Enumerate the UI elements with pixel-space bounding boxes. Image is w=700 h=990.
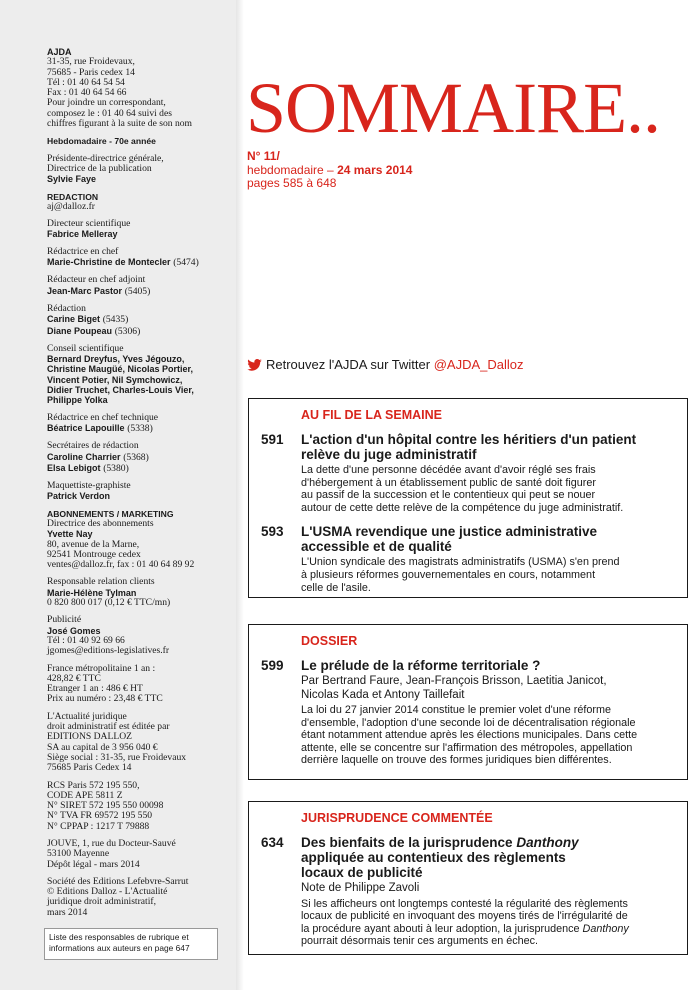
registration-line: CODE APE 5811 Z [47,789,123,801]
section-box-jurisprudence-commentee [248,801,688,955]
secretary-name: Elsa Lebigot [47,462,101,473]
copyright-line: © Editions Dalloz - L'Actualité [47,886,168,898]
director-name: Sylvie Faye [47,174,97,185]
copyright-line: mars 2014 [47,906,88,918]
summary-line: derrière laquelle on trouve des formes juridiques bien différentes. [301,754,612,767]
section-heading: JURISPRUDENCE COMMENTÉE [301,811,493,825]
publisher-address-line: 75685 - Paris cedex 14 [47,66,135,78]
summary-line: attente, elle se concentre sur l'affirmation des métropoles, appellation [301,741,633,754]
author-line: Nicolas Kada et Antony Taillefait [301,688,465,701]
staff-ext: (5435) [102,314,129,326]
entry-authors [301,675,675,702]
redaction-heading: REDACTION [47,191,99,202]
board-members-line: Christine Maugüé, Nicolas Portier, [47,364,194,375]
toc-entry[interactable] [261,524,675,594]
subscriptions-address-line: 80, avenue de la Marne, [47,538,140,550]
page-number: 634 [261,835,284,850]
director-role: Directrice de la publication [47,162,152,174]
summary-line: la procédure ayant abouti à leur adoption, la jurisprudence Danthony [301,922,629,935]
technical-editor-role: Rédactrice en chef technique [47,411,159,423]
scientific-director-role: Directeur scientifique [47,218,131,230]
staff-ext: (5306) [114,325,141,337]
company-line: EDITIONS DALLOZ [47,731,132,743]
registration-line: N° SIRET 572 195 550 00098 [47,800,164,812]
price-line: Etranger 1 an : 486 € HT [47,683,143,695]
publisher-note-line: Pour joindre un correspondant, [47,97,166,109]
entry-authors [301,882,675,896]
entry-summary [301,464,675,514]
price-line: 428,82 € TTC [47,672,101,684]
printer-line: 53100 Mayenne [47,848,110,860]
deputy-editor-name: Jean-Marc Pastor [47,285,123,296]
entry-summary [301,556,675,594]
entry-summary [301,704,675,767]
summary-line: à plusieurs réformes gouvernementales en cours, notamment [301,568,596,581]
publisher-fax: Fax : 01 40 64 54 66 [47,87,127,99]
issue-info [247,150,412,191]
secretary-ext: (5368) [123,451,149,463]
subscriptions-role: Directrice des abonnements [47,517,154,529]
summary-line: autour de cette dette relève de la compétence du juge administratif. [301,501,624,514]
summary-line: d'ensemble, l'adoption d'une seconde loi de décentralisation régionale [301,716,636,729]
summary-line: au passif de la succession et le contentieux qui peut se nouer [301,489,596,502]
client-relations-name: Marie-Hélène Tylman [47,587,137,598]
entry-title [301,658,675,673]
toc-entry[interactable] [261,658,675,767]
summary-line: pourrait désormais tenir ces arguments en échec. [301,935,539,948]
twitter-text: Retrouvez l'AJDA sur Twitter [266,357,431,372]
printer-line: JOUVE, 1, rue du Docteur-Sauvé [47,838,176,849]
title-line: appliquée au contentieux des règlements [301,850,566,865]
copyright-line: Société des Editions Lefebvre-Sarrut [47,875,189,887]
redaction-email: aj@dalloz.fr [47,200,95,212]
technical-editor-ext: (5338) [127,422,153,434]
summary-line: celle de l'asile. [301,581,371,594]
entry-summary [301,898,675,948]
registration-line: RCS Paris 572 195 550, [47,779,140,791]
secretary-name: Caroline Charrier [47,451,121,462]
price-line: France métropolitaine 1 an : [47,662,156,674]
publisher-address-line: 31-35, rue Froidevaux, [47,56,135,68]
editor-role: Rédactrice en chef [47,245,119,257]
subscriptions-block [47,509,228,571]
board-members-line: Didier Truchet, Charles-Louis Vier, [47,385,194,396]
scientific-director-name: Fabrice Melleray [47,229,118,240]
board-members-line: Philippe Yolka [47,395,108,406]
deputy-editor-role: Rédacteur en chef adjoint [47,274,146,286]
client-relations-phone: 0 820 800 017 (0,12 € TTC/mn) [47,597,171,609]
section-box-au-fil-de-la-semaine [248,398,688,598]
note-line: informations aux auteurs en page 647 [49,942,190,953]
redaction-staff-role: Rédaction [47,302,86,314]
publisher-block [47,47,228,129]
summary-line: La loi du 27 janvier 2014 constitue le premier volet d'une réforme [301,704,611,716]
board-members-line: Bernard Dreyfus, Yves Jégouzo, [47,354,185,365]
entry-title [301,524,675,554]
copyright-line: juridique droit administratif, [47,896,156,908]
staff-name: Carine Biget [47,314,101,325]
deputy-editor-ext: (5405) [124,285,151,297]
summary-line: L'Union syndicale des magistrats administratifs (USMA) s'en prend [301,556,620,569]
twitter-bird-icon [247,359,262,374]
toc-entry[interactable] [261,432,675,514]
entry-title [301,835,675,880]
page-number: 599 [261,658,284,673]
layout-artist-name: Patrick Verdon [47,491,111,502]
editor-name: Marie-Christine de Montecler [47,257,171,268]
staff-name: Diane Poupeau [47,325,113,336]
entry-title [301,432,675,462]
title-line: L'action d'un hôpital contre les héritiers d'un patient [301,432,637,447]
advertising-role: Publicité [47,614,82,626]
section-heading: DOSSIER [301,634,358,648]
summary-line: Si les afficheurs ont longtemps contesté la régularité des règlements [301,897,628,910]
author-line: Par Bertrand Faure, Jean-François Brisson, Laetitia Janicot, [301,675,607,687]
twitter-promo [247,357,523,374]
redaction-block [47,192,228,213]
frequency-label: Hebdomadaire - 70e année [47,136,156,147]
summary-line: étant notamment attendue après les élections municipales. Dans cette [301,729,638,742]
toc-entry[interactable] [261,835,675,948]
page-title: SOMMAIRE.. [246,68,661,148]
contributors-note-box [44,928,218,960]
publisher-note-line: composez le : 01 40 64 suivi des [47,107,172,119]
secretary-ext: (5380) [103,462,129,474]
company-line: 75685 Paris Cedex 14 [47,762,132,774]
scientific-board-role: Conseil scientifique [47,342,124,354]
secretaries-role: Secrétaires de rédaction [47,440,139,452]
title-line: locaux de publicité [301,865,423,880]
title-line: Des bienfaits de la jurisprudence Danthony [301,835,579,850]
summary-line: La dette d'une personne décédée avant d'avoir réglé ses frais [301,464,596,476]
title-line: L'USMA revendique une justice administrative [301,524,598,540]
section-box-dossier [248,624,688,780]
subscriptions-name: Yvette Nay [47,529,93,540]
advertising-email: jgomes@editions-legislatives.fr [47,645,170,657]
advertising-tel: Tél : 01 40 92 69 66 [47,634,125,646]
issue-frequency: hebdomadaire – [247,162,334,177]
technical-editor-name: Béatrice Lapouille [47,422,125,433]
publisher-tel: Tél : 01 40 64 54 54 [47,76,125,88]
title-line: accessible et de qualité [301,539,452,555]
summary-line: locaux de publicité en invoquant des moyens tirés de l'irrégularité de [301,910,628,923]
editor-ext: (5474) [173,257,199,269]
page-number: 591 [261,432,284,447]
subscriptions-address-line: 92541 Montrouge cedex [47,548,141,560]
printer-line: Dépôt légal - mars 2014 [47,858,140,870]
title-line: relève du juge administratif [301,447,477,462]
company-line: L'Actualité juridique [47,710,127,722]
summary-line: d'hébergement à un établissement public de santé doit figurer [301,476,596,489]
page-number: 593 [261,524,284,540]
registration-line: N° CPPAP : 1217 T 79888 [47,820,150,832]
subscriptions-contact: ventes@dalloz.fr, fax : 01 40 64 89 92 [47,559,195,571]
client-relations-role: Responsable relation clients [47,576,155,588]
colophon-sidebar [0,0,236,990]
note-line: Liste des responsables de rubrique et [49,932,189,942]
board-members-line: Vincent Potier, Nil Symchowicz, [47,374,183,385]
section-heading: AU FIL DE LA SEMAINE [301,408,442,422]
director-block [47,154,228,185]
title-line: Le prélude de la réforme territoriale ? [301,658,541,673]
page-fold-shadow [236,0,244,990]
issue-pages: pages 585 à 648 [247,176,337,190]
twitter-handle-link[interactable]: @AJDA_Dalloz [433,357,524,372]
publisher-name: AJDA [47,47,72,57]
publisher-note-line: chiffres figurant à la suite de son nom [47,118,193,130]
layout-artist-role: Maquettiste-graphiste [47,480,131,492]
subscriptions-heading: ABONNEMENTS / MARKETING [47,508,174,519]
price-line: Prix au numéro : 23,48 € TTC [47,693,163,705]
company-line: SA au capital de 3 956 040 € [47,741,158,753]
advertising-name: José Gomes [47,625,101,636]
company-line: droit administratif est éditée par [47,721,170,733]
issue-date: 24 mars 2014 [337,162,413,177]
author-line: Note de Philippe Zavoli [301,882,420,894]
registration-line: N° TVA FR 69572 195 550 [47,810,153,822]
issue-number: N° 11/ [247,149,280,163]
company-line: Siège social : 31-35, rue Froidevaux [47,751,187,763]
director-role: Présidente-directrice générale, [47,152,164,164]
